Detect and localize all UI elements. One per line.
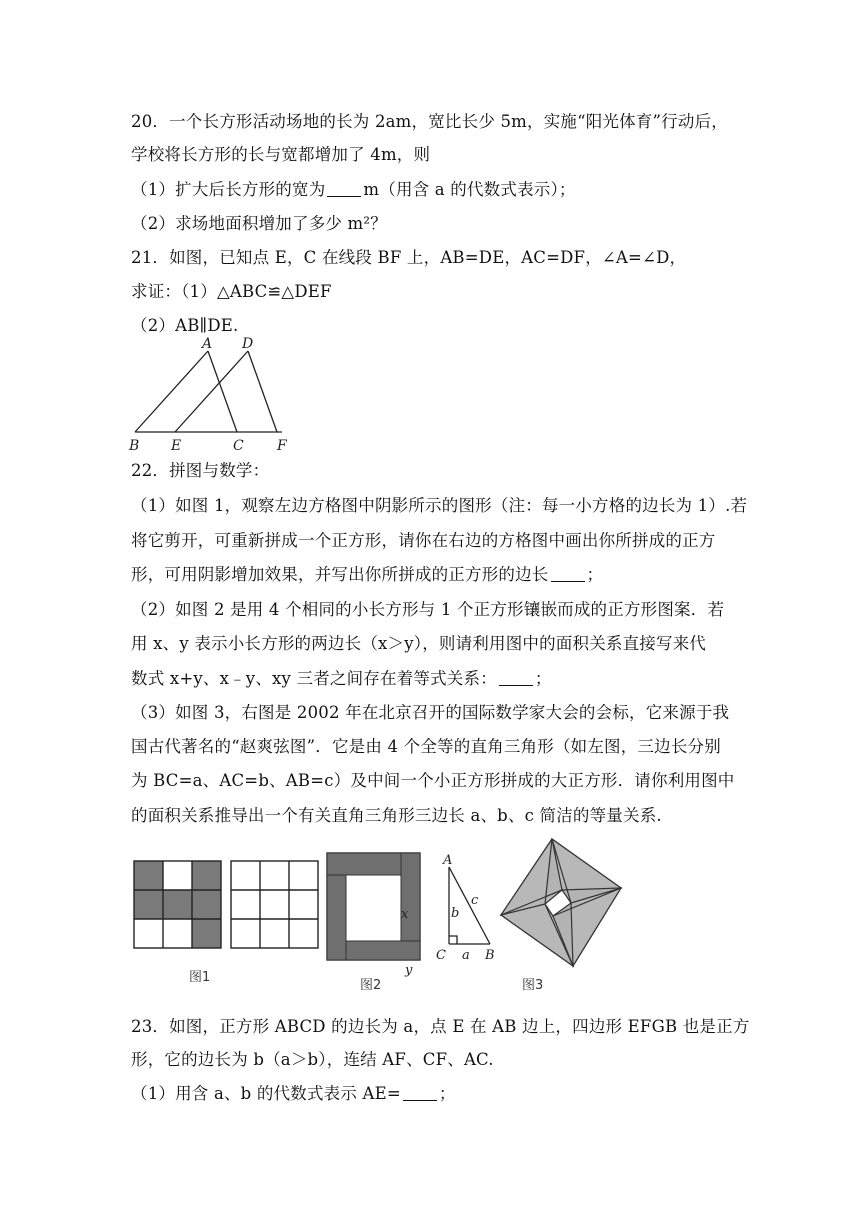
shade-cell (134, 890, 163, 919)
label-a-side: a (462, 948, 470, 963)
label-c: C (233, 438, 244, 454)
inner-square (346, 875, 401, 941)
q20-part-1-tail: m（用含 a 的代数式表示）； (363, 180, 576, 199)
label-f: F (277, 438, 287, 454)
q22-part-2-line-3-text: 数式 x+y、x﹣y、xy 三者之间存在着等式关系： (131, 669, 497, 688)
q22-part-1-line-1: （1）如图 1，观察左边方格图中阴影所示的图形（注：每一小方格的边长为 1）.若 (131, 496, 748, 515)
shade-cell (163, 890, 192, 919)
label-b-side: b (451, 906, 460, 921)
q22-part-3-line-3: 为 BC=a、AC=b、AB=c）及中间一个小正方形拼成的大正方形．请你利用图中 (131, 771, 735, 790)
q21-line-1: 21．如图，已知点 E，C 在线段 BF 上，AB=DE，AC=DF，∠A=∠D， (131, 248, 687, 267)
label-b-vertex: B (485, 948, 495, 963)
q20-line-2: 学校将长方形的长与宽都增加了 4m，则 (131, 145, 431, 164)
q21-triangle-figure (124, 336, 294, 458)
q21-line-2: 求证：（1）△ABC≌△DEF (131, 282, 332, 301)
q20-part-2: （2）求场地面积增加了多少 m²？ (131, 214, 387, 233)
rect-bottom (346, 941, 420, 960)
q23-line-2: 形，它的边长为 b（a＞b），连结 AF、CF、AC. (131, 1050, 494, 1069)
label-a-vertex: A (443, 853, 453, 868)
caption-figure-2: 图2 (360, 978, 382, 993)
shade-cell (192, 861, 221, 890)
q20-part-1-text: （1）扩大后长方形的宽为 (131, 180, 326, 199)
q22-part-1-line-3-text: 形，可用阴影增加效果，并写出你所拼成的正方形的边长 (131, 565, 549, 584)
label-c-vertex: C (436, 948, 446, 963)
shade-cell (192, 919, 221, 948)
answer-blank (327, 182, 361, 197)
q22-part-2-line-3-tail: ； (534, 669, 552, 688)
shade-cell (134, 861, 163, 890)
label-a: A (202, 336, 213, 352)
q22-part-3-line-2: 国古代著名的“赵爽弦图”．它是由 4 个全等的直角三角形（如左图，三边长分别 (131, 737, 721, 756)
q22-part-2-line-3 (131, 668, 552, 690)
label-x: x (401, 907, 409, 922)
label-e: E (171, 438, 182, 454)
segment-de (175, 351, 248, 432)
q23-part-1 (131, 1083, 456, 1105)
figure-1-empty-grid (231, 861, 318, 948)
caption-figure-1: 图1 (189, 970, 211, 985)
q22-title: 22．拼图与数学： (131, 461, 270, 480)
q20-part-1 (131, 179, 576, 201)
answer-blank (403, 1086, 437, 1101)
q21-line-3: （2）AB∥DE. (131, 316, 239, 335)
q20-line-1: 20．一个长方形活动场地的长为 2am，宽比长少 5m，实施“阳光体育”行动后， (131, 112, 728, 131)
label-d: D (242, 336, 254, 352)
rect-top (327, 853, 401, 875)
q22-part-3-line-4: 的面积关系推导出一个有关直角三角形三边长 a、b、c 简洁的等量关系. (131, 806, 662, 825)
q22-part-2-line-2: 用 x、y 表示小长方形的两边长（x＞y），则请利用图中的面积关系直接写来代 (131, 634, 707, 653)
q22-part-2-line-1: （2）如图 2 是用 4 个相同的小长方形与 1 个正方形镶嵌而成的正方形图案．若 (131, 600, 725, 619)
q22-part-3-line-1: （3）如图 3，右图是 2002 年在北京召开的国际数学家大会的会标，它来源于我 (131, 703, 730, 722)
caption-figure-3: 图3 (522, 978, 544, 993)
figure-3-zhao-shuang-diagram (498, 836, 628, 996)
figure-2-rectangles (323, 850, 423, 995)
right-triangle-figure (433, 852, 503, 964)
q23-part-1-tail: ； (438, 1084, 456, 1103)
answer-blank (551, 567, 585, 582)
segment-ab (135, 351, 208, 432)
label-c-side: c (471, 893, 479, 908)
shade-cell (192, 890, 221, 919)
q23-line-1: 23．如图，正方形 ABCD 的边长为 a，点 E 在 AB 边上，四边形 EFGB 也是正方 (131, 1017, 750, 1036)
label-y: y (405, 963, 413, 978)
rect-right (401, 853, 420, 941)
q22-part-1-line-3 (131, 564, 603, 586)
rect-left (327, 875, 346, 960)
segment-df (248, 351, 277, 432)
q22-part-1-line-2: 将它剪开，可重新拼成一个正方形，请你在右边的方格图中画出你所拼成的正方 (131, 531, 716, 550)
outer-rotated-square (501, 839, 621, 966)
answer-blank (499, 671, 533, 686)
q22-part-1-line-3-tail: ； (586, 565, 604, 584)
label-b: B (129, 438, 140, 454)
q23-part-1-text: （1）用含 a、b 的代数式表示 AE= (131, 1084, 401, 1103)
figure-1-shaded-grid (134, 861, 221, 948)
figure-1-grids (131, 858, 323, 990)
